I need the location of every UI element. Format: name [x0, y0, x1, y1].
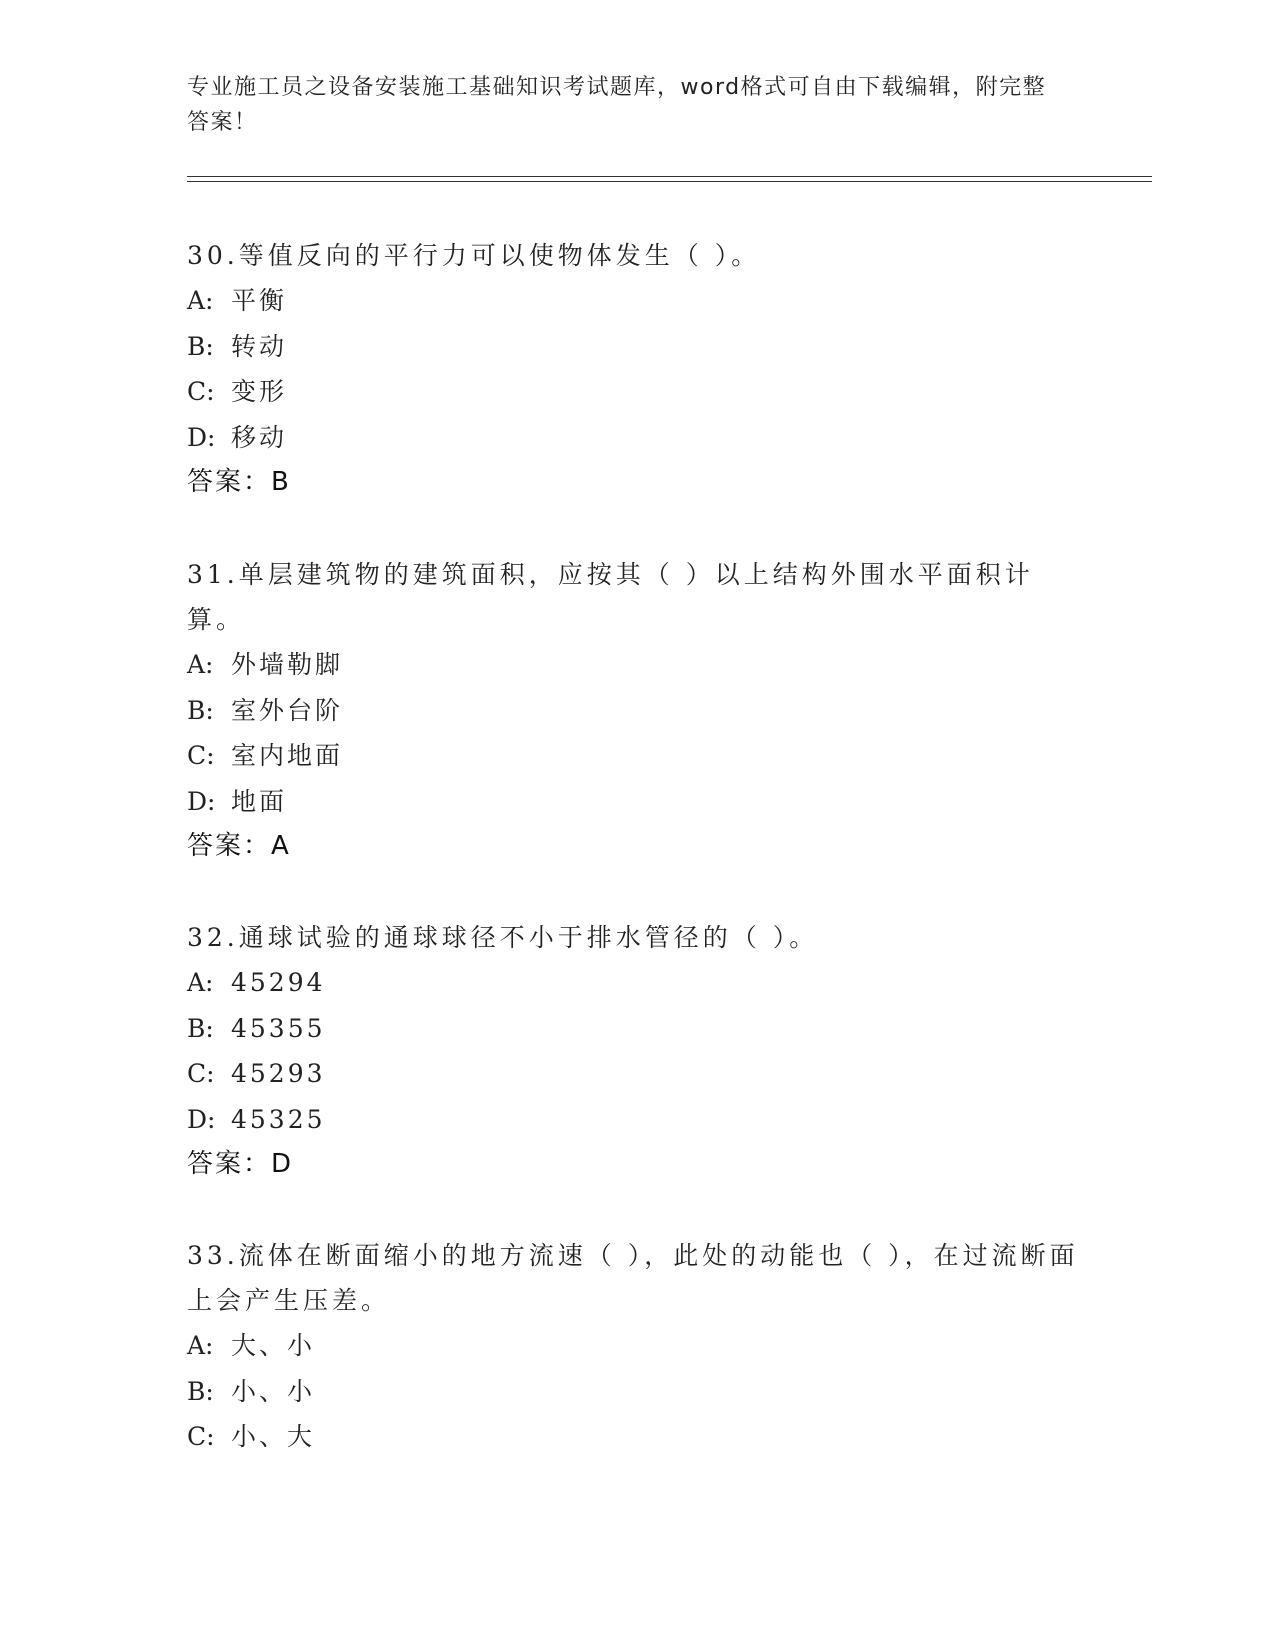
option-text: 室内地面 — [231, 741, 344, 770]
option-letter: C: — [187, 741, 215, 770]
question-30 — [187, 233, 1087, 505]
option-text: 小、大 — [231, 1422, 316, 1451]
option-b — [187, 324, 1087, 370]
question-stem: 30.等值反向的平行力可以使物体发生（ ）。 — [187, 241, 761, 270]
option-letter: D: — [187, 786, 216, 816]
option-letter: A: — [187, 286, 214, 315]
option-c — [187, 733, 1087, 779]
option-d — [187, 1097, 1087, 1143]
option-text: 变形 — [231, 377, 288, 406]
header-divider-top — [187, 176, 1152, 177]
option-text: 地面 — [231, 786, 288, 816]
question-32 — [187, 915, 1087, 1187]
question-33 — [187, 1233, 1087, 1460]
option-d — [187, 415, 1087, 461]
document-header: 专业施工员之设备安装施工基础知识考试题库，word格式可自由下载编辑，附完整答案！ — [187, 75, 1047, 135]
option-letter: C: — [187, 1422, 215, 1451]
option-d — [187, 779, 1087, 825]
option-text: 小、小 — [231, 1376, 316, 1406]
option-letter: B: — [187, 695, 214, 725]
option-letter: D: — [187, 422, 216, 452]
option-text: 室外台阶 — [231, 695, 344, 725]
answer-line: 答案：A — [187, 831, 291, 861]
option-c — [187, 1051, 1087, 1097]
option-a — [187, 960, 1087, 1006]
option-text: 45294 — [231, 968, 326, 997]
option-letter: A: — [187, 650, 214, 679]
option-letter: A: — [187, 1331, 214, 1360]
option-c — [187, 369, 1087, 415]
option-text: 45293 — [231, 1059, 326, 1088]
question-stem: 33.流体在断面缩小的地方流速（ ），此处的动能也（ ），在过流断面上会产生压差。 — [187, 1241, 1079, 1315]
option-c — [187, 1414, 1087, 1460]
question-31 — [187, 552, 1087, 869]
option-text: 大、小 — [231, 1331, 316, 1360]
option-letter: C: — [187, 1059, 215, 1088]
option-letter: B: — [187, 1376, 214, 1406]
question-stem: 32.通球试验的通球球径不小于排水管径的（ ）。 — [187, 923, 819, 952]
option-letter: B: — [187, 331, 214, 361]
option-letter: A: — [187, 968, 214, 997]
option-letter: B: — [187, 1013, 214, 1043]
option-letter: C: — [187, 377, 215, 406]
option-a — [187, 1323, 1087, 1369]
option-b — [187, 1369, 1087, 1415]
option-letter: D: — [187, 1104, 216, 1134]
option-a — [187, 278, 1087, 324]
option-text: 45355 — [231, 1013, 326, 1043]
option-text: 45325 — [231, 1104, 326, 1134]
option-text: 外墙勒脚 — [231, 650, 344, 679]
option-b — [187, 688, 1087, 734]
option-text: 转动 — [231, 331, 288, 361]
answer-line: 答案：B — [187, 467, 291, 497]
option-b — [187, 1006, 1087, 1052]
option-text: 平衡 — [231, 286, 288, 315]
option-text: 移动 — [231, 422, 288, 452]
question-stem: 31.单层建筑物的建筑面积，应按其（ ）以上结构外围水平面积计算。 — [187, 560, 1034, 634]
header-divider-bottom — [187, 181, 1152, 182]
answer-line: 答案：D — [187, 1149, 294, 1179]
option-a — [187, 642, 1087, 688]
